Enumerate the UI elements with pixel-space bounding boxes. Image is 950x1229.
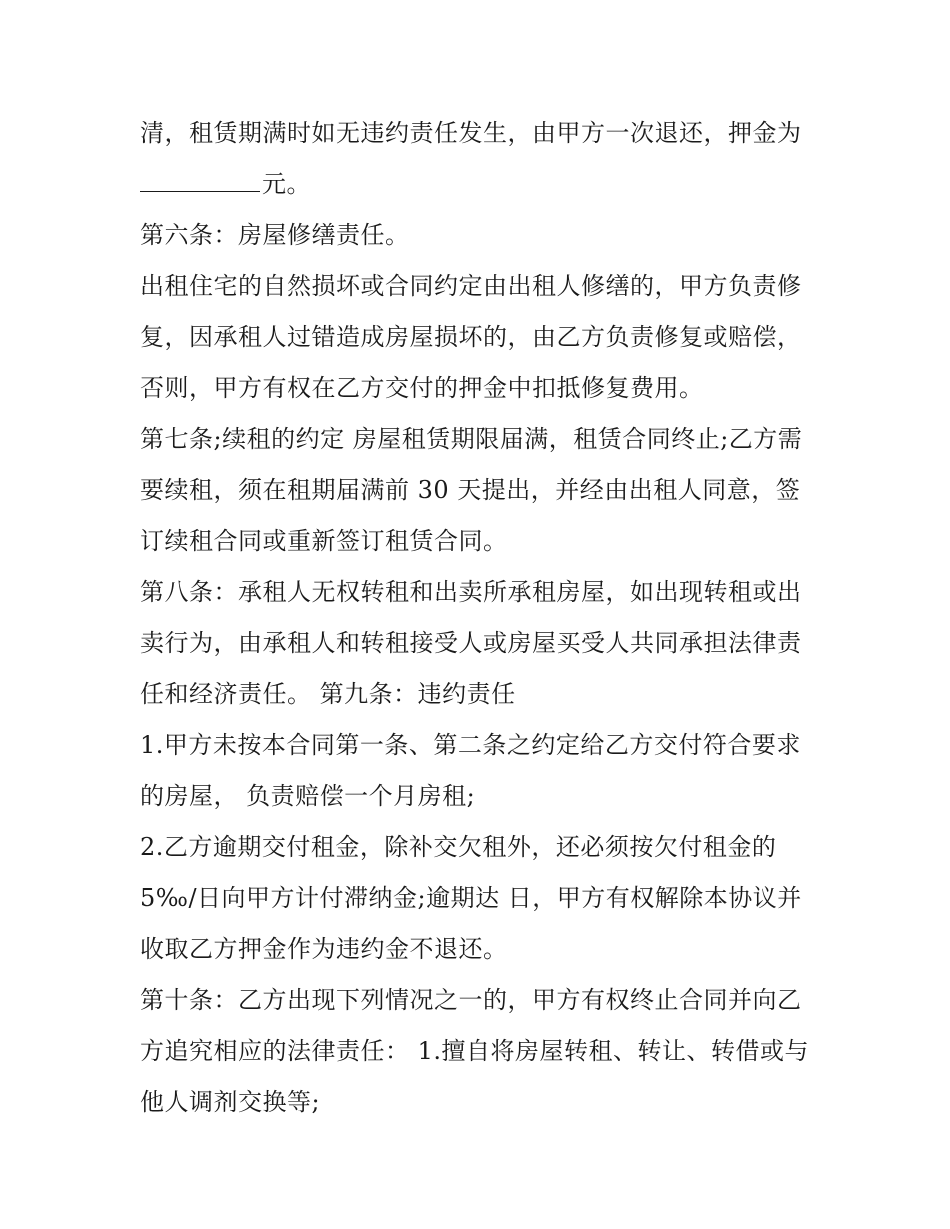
text-line: 的房屋， 负责赔偿一个月房租; <box>140 782 476 810</box>
document-body <box>140 108 820 1128</box>
text-line: 5‰/日向甲方计付滞纳金;逾期达 日，甲方有权解除本协议并 <box>140 884 802 912</box>
text-line: 复，因承租人过错造成房屋损坏的，由乙方负责修复或赔偿， <box>140 323 802 351</box>
text-line: 方追究相应的法律责任： 1.擅自将房屋转租、转让、转借或与 <box>140 1037 810 1065</box>
text-line: 要续租，须在租期届满前 30 天提出，并经由出租人同意，签 <box>140 476 801 504</box>
text-line: 收取乙方押金作为违约金不退还。 <box>140 935 508 963</box>
text-line: 卖行为，由承租人和转租接受人或房屋买受人共同承担法律责 <box>140 629 802 657</box>
clause-heading: 第八条：承租人无权转租和出卖所承租房屋，如出现转租或出 <box>140 578 802 606</box>
deposit-amount-blank <box>140 161 260 192</box>
list-item: 2.乙方逾期交付租金，除补交欠租外，还必须按欠付租金的 <box>140 833 777 861</box>
text-line: 否则，甲方有权在乙方交付的押金中扣抵修复费用。 <box>140 374 704 402</box>
text-line: 出租住宅的自然损坏或合同约定由出租人修缮的，甲方负责修 <box>140 272 802 300</box>
text-line: 订续租合同或重新签订租赁合同。 <box>140 527 508 555</box>
clause-heading: 第六条：房屋修缮责任。 <box>140 221 410 249</box>
clause-heading: 第七条;续租的约定 房屋租赁期限届满，租赁合同终止;乙方需 <box>140 425 803 453</box>
deposit-amount-unit: 元。 <box>262 170 311 198</box>
text-line: 任和经济责任。 第九条：违约责任 <box>140 680 516 708</box>
clause-heading: 第十条：乙方出现下列情况之一的，甲方有权终止合同并向乙 <box>140 986 802 1014</box>
text-line: 清，租赁期满时如无违约责任发生，由甲方一次退还，押金为 <box>140 119 802 147</box>
list-item: 1.甲方未按本合同第一条、第二条之约定给乙方交付符合要求 <box>140 731 801 759</box>
deposit-amount-line <box>140 159 820 210</box>
text-line: 他人调剂交换等; <box>140 1088 321 1116</box>
